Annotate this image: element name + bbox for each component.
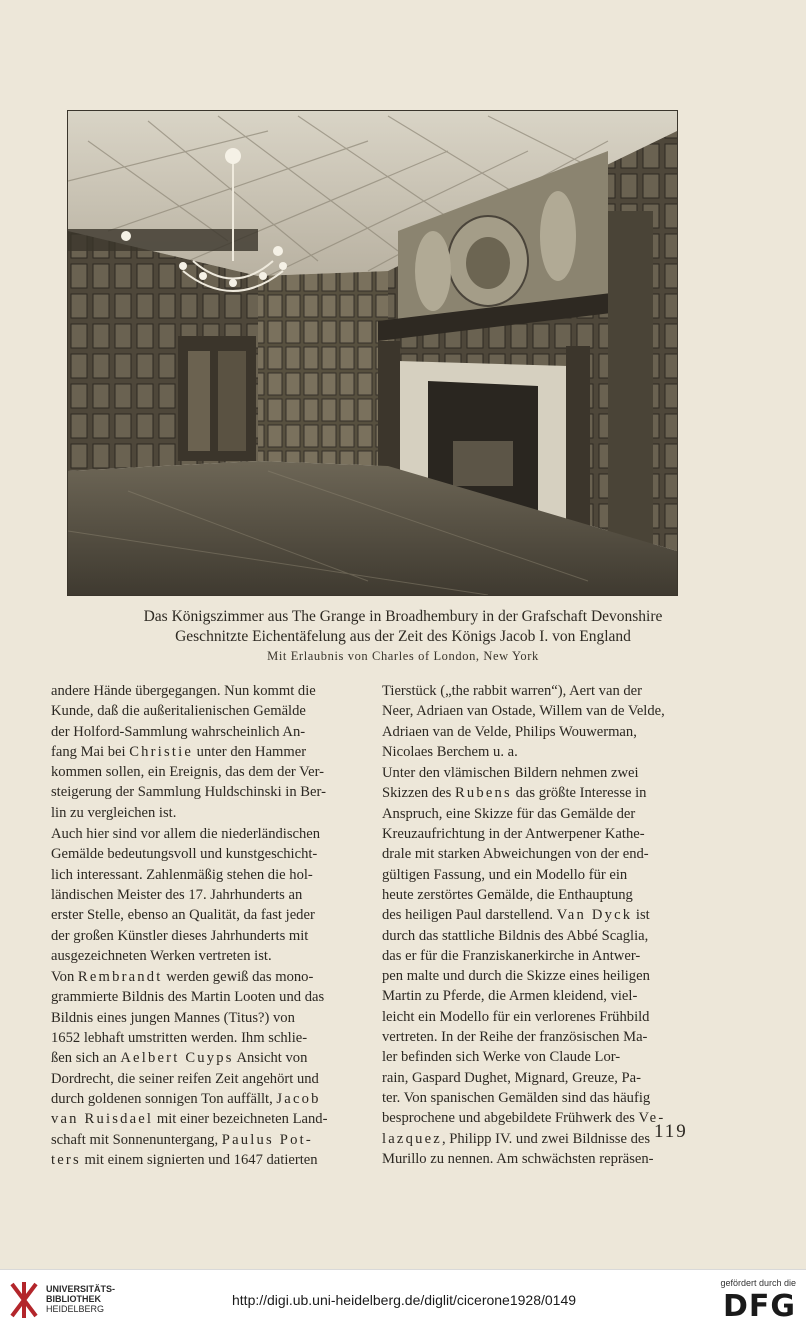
library-name: UNIVERSITÄTS- BIBLIOTHEK HEIDELBERG [46,1284,116,1314]
paragraph: Von Rembrandt werden gewiß das mono- grammierte Bildnis des Martin Looten und das Bildnis eines jungen Mannes (Titus?) von 1652 lebhaft umstritten werden. Ihm schlie- ßen sich an Aelbert Cuyps Ansicht von Dordrecht, die seiner reifen Zeit angehört und durch goldenen sonnigen Ton auffällt, Jacob van Ruisdael mit einer bezeichneten Land- schaft mit Sonnenuntergang, Paulus Pot- ters mit einem signierten und 1647 datierten [51,969,328,1168]
page-number: 119 [654,1121,688,1142]
room-photograph [67,110,678,596]
room-photograph-illustration [68,111,677,595]
paragraph: Auch hier sind vor allem die niederländischen Gemälde bedeutungsvoll und kunstgeschicht- lich interessant. Zahlenmäßig stehen die hol- ländischen Meister des 17. Jahrhunderts an erster Stelle, ebenso an Qualität, da fast jeder der großen Künstler dieses Jahrhunderts mit ausgezeichneten Werken vertreten ist. [51,826,321,964]
figure-caption [40,607,766,665]
caption-credit: Mit Erlaubnis von Charles of London, New York [267,649,539,663]
dfg-logo: DFG [722,1289,796,1324]
footer-bar [0,1269,806,1327]
paragraph: Unter den vlämischen Bildern nehmen zwei Skizzen des Rubens das größte Interesse in Anspruch, eine Skizze für das Gemälde der Kreuzaufrichtung in der Antwerpener Kathe- drale mit starken Abweichungen von der end- gültigen Fassung, und ein Modello für ein heute zerstörtes Gemälde, die Enthauptung des heiligen Paul darstellend. Van Dyck ist durch das stattliche Bildnis des Abbé Scaglia, das er für die Franziskanerkirche in Antwer- pen malte und durch die Skizze eines heiligen Martin zu Pferde, die Armen kleidend, viel- leicht ein Modello für ein verlorenes Frühbild vertreten. In der Reihe der französischen Ma- ler befinden sich Werke von Claude Lor- rain, Gaspard Dughet, Mignard, Greuze, Pa- ter. Von spanischen Gemälden sind das häufig besprochene und abgebildete Frühwerk des Ve- lazquez, Philipp IV. und zwei Bildnisse des Murillo zu nennen. Am schwächsten repräsen- [382,765,666,1167]
caption-subtitle: Geschnitzte Eichentäfelung aus der Zeit des Königs Jacob I. von England [175,628,631,645]
caption-title: Das Königszimmer aus The Grange in Broadhembury in der Grafschaft Devonshire [143,608,663,625]
source-url-link[interactable]: http://digi.ub.uni-heidelberg.de/diglit/cicerone1928/0149 [232,1292,577,1308]
paragraph: Tierstück („the rabbit warren“), Aert van der Neer, Adriaen van Ostade, Willem van de Velde, Adriaen van de Velde, Philips Wouwerman, Nicolaes Berchem u. a. [382,683,665,760]
text-column-left [51,681,341,1170]
funded-by-label: gefördert durch die [720,1278,796,1288]
library-logo-icon [8,1280,40,1320]
text-column-right [382,681,687,1169]
paragraph: andere Hände übergegangen. Nun kommt die Kunde, daß die außeritalienischen Gemälde der Holford-Sammlung wahrscheinlich An- fang Mai bei Christie unter den Hammer kommen sollen, ein Ereignis, das dem der Ver- steigerung der Sammlung Huldschinski in Ber- lin zu vergleichen ist. [51,683,326,821]
